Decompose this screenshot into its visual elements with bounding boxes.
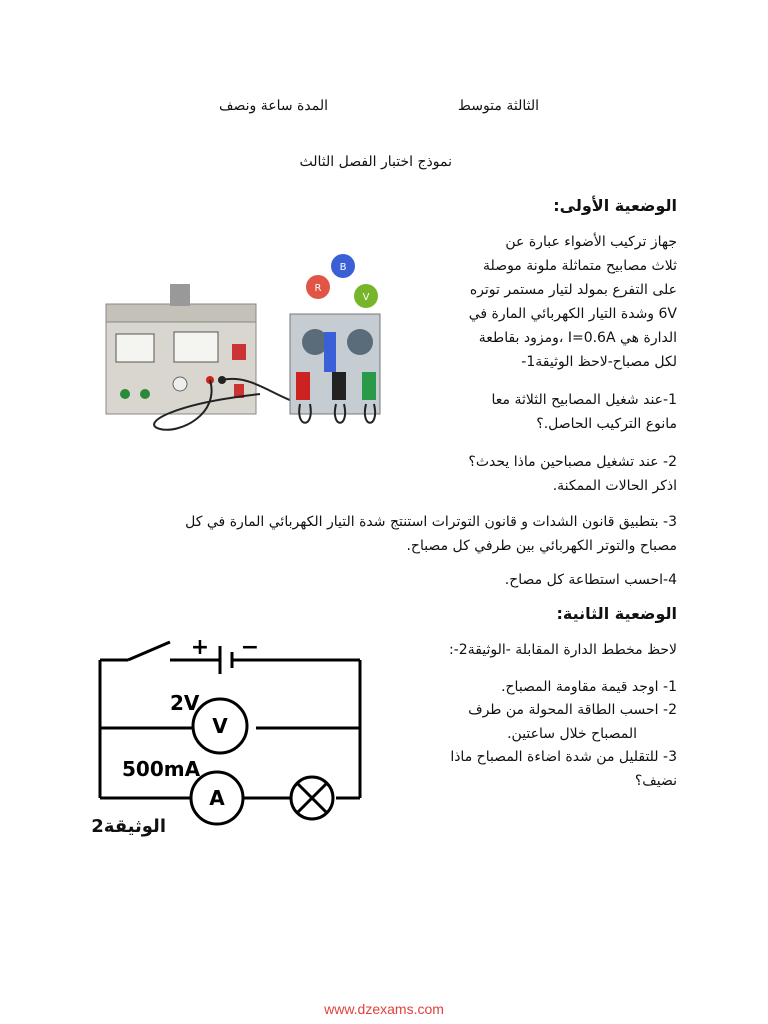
question-1-2 — [407, 450, 677, 498]
situation1-heading: الوضعية الأولى: — [553, 196, 677, 215]
intro-line: على التفرع بمولد لتيار مستمر توتره — [469, 282, 677, 298]
duration-label: المدة ساعة ونصف — [219, 98, 328, 114]
voltmeter-symbol: V — [212, 714, 228, 738]
question-1-4: 4-احسب استطاعة كل مصاح. — [504, 572, 677, 588]
question-line: مانوع التركيب الحاصل.؟ — [536, 416, 677, 432]
doc2-label: الوثيقة2 — [91, 816, 166, 837]
question-1-3 — [107, 510, 677, 558]
lamp-b-label: B — [339, 262, 347, 273]
question-1-1 — [407, 388, 677, 436]
plus-sign: + — [190, 635, 210, 660]
question-line: 1-عند شغيل المصابيح الثلاثة معا — [491, 392, 677, 408]
handle — [170, 284, 190, 306]
intro-line: جهاز تركيب الأضواء عبارة عن — [505, 234, 677, 250]
intro-line: 6V وشدة التيار الكهربائي المارة في — [468, 306, 677, 322]
question-2-3 — [377, 745, 677, 793]
question-2-2 — [377, 698, 677, 746]
voltage-reading: 2V — [170, 691, 200, 715]
question-line: نضيف؟ — [634, 773, 677, 789]
footer-site: www.dzexams.com — [324, 1001, 444, 1017]
question-line: 3- بتطبيق قانون الشدات و قانون التوترات استنتج شدة التيار الكهربائي المارة في كل — [185, 514, 677, 530]
intro-line: ثلاث مصابيح متماثلة ملونة موصلة — [483, 258, 677, 274]
current-reading: 500mA — [122, 757, 201, 781]
minus-sign: − — [240, 635, 260, 660]
question-line: مصباح والتوتر الكهربائي بين طرفي كل مصباح. — [406, 538, 677, 554]
situation1-intro — [427, 230, 677, 374]
apparatus-photo — [100, 244, 390, 444]
question-line: 3- للتقليل من شدة اضاءة المصباح ماذا — [450, 749, 677, 765]
intro-line: لكل مصباح-لاحظ الوثيقة1- — [521, 354, 677, 370]
meter-right — [174, 332, 218, 362]
exam-title: نموذج اختبار الفصل الثالث — [299, 154, 452, 170]
question-line: 2- عند تشغيل مصباحين ماذا يحدث؟ — [468, 454, 677, 470]
level-label: الثالثة متوسط — [457, 98, 539, 114]
question-2-1: 1- اوجد قيمة مقاومة المصباح. — [501, 679, 677, 695]
lamp-r-label: R — [314, 283, 322, 294]
question-line: 2- احسب الطاقة المحولة من طرف — [468, 702, 677, 718]
intro-line: الدارة هي I=0.6A ،ومزود بقاطعة — [478, 330, 677, 346]
meter-left — [116, 334, 154, 362]
switch-blade — [128, 642, 170, 660]
ammeter-symbol: A — [209, 786, 225, 810]
situation2-heading: الوضعية الثانية: — [556, 604, 677, 623]
question-line: المصباح خلال ساعتين. — [507, 726, 637, 742]
question-line: اذكر الحالات الممكنة. — [552, 478, 677, 494]
situation2-intro: لاحظ مخطط الدارة المقابلة -الوثيقة2-: — [448, 642, 677, 658]
lamp-v-label: V — [362, 292, 370, 303]
apparatus-illustration — [100, 244, 390, 444]
